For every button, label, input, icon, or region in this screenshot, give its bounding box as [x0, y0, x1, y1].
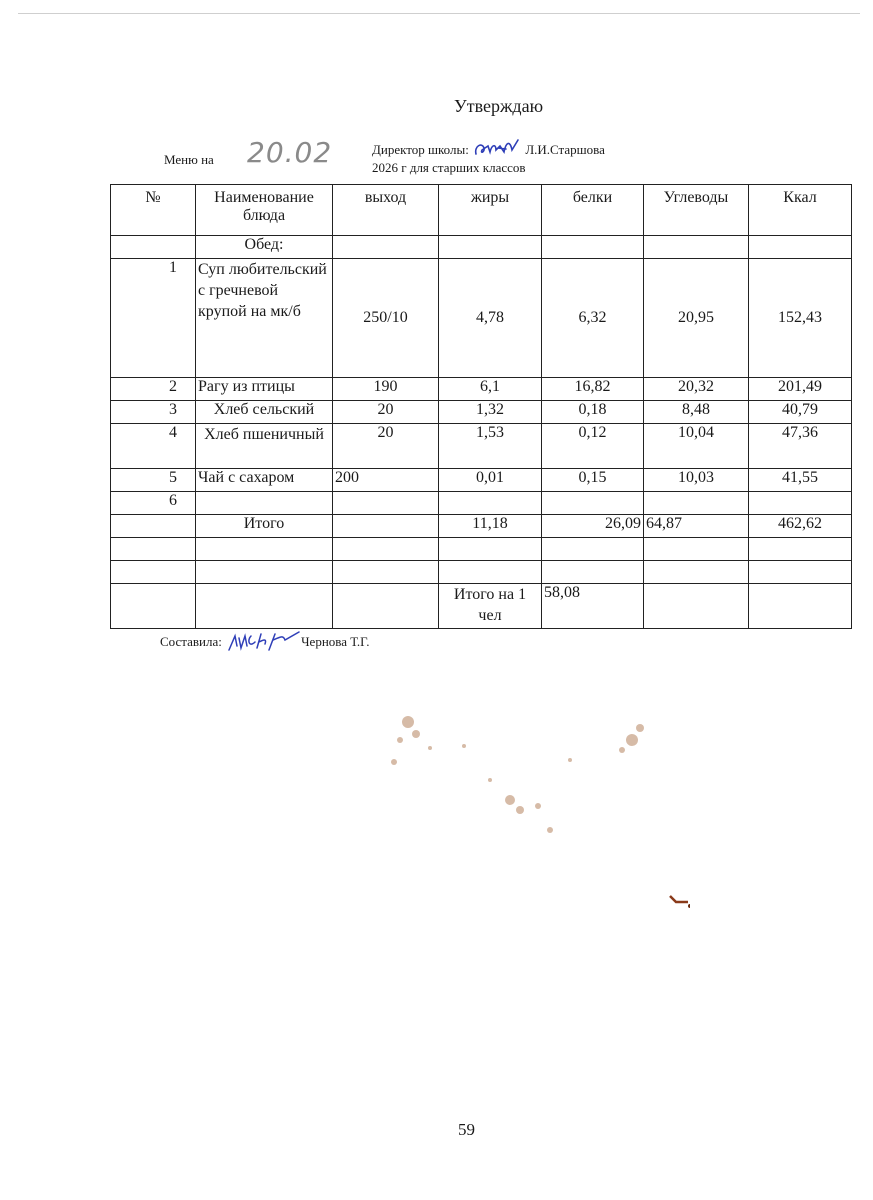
director-label: Директор школы:	[372, 142, 469, 157]
row-name: Суп любительский с гречневой крупой на мк/б	[196, 259, 333, 378]
total-carb: 64,87	[644, 515, 749, 538]
section-label: Обед:	[196, 236, 333, 259]
row-out	[333, 492, 439, 515]
row-num: 6	[111, 492, 196, 515]
table-row	[111, 378, 852, 401]
row-num: 2	[111, 378, 196, 401]
row-carb: 20,95	[644, 259, 749, 378]
col-header-name: Наименование блюда	[196, 185, 333, 236]
col-header-out: выход	[333, 185, 439, 236]
menu-label: Меню на	[164, 152, 214, 167]
per-person-value: 58,08	[542, 584, 644, 629]
menu-date: 20.02	[247, 136, 333, 169]
row-name: Чай с сахаром	[196, 469, 333, 492]
col-header-prot: белки	[542, 185, 644, 236]
row-num: 4	[111, 424, 196, 469]
row-carb: 10,04	[644, 424, 749, 469]
row-prot: 16,82	[542, 378, 644, 401]
col-header-num: №	[111, 185, 196, 236]
page-number: 59	[458, 1120, 475, 1139]
table-header-row	[111, 185, 852, 236]
total-prot: 26,09	[542, 515, 644, 538]
row-kcal: 40,79	[749, 401, 852, 424]
empty-row	[111, 538, 852, 561]
total-kcal: 462,62	[749, 515, 852, 538]
section-row	[111, 236, 852, 259]
composer-block	[160, 630, 369, 654]
row-carb: 10,03	[644, 469, 749, 492]
row-out: 20	[333, 424, 439, 469]
composer-signature	[225, 630, 301, 654]
col-header-fat: жиры	[439, 185, 542, 236]
row-kcal	[749, 492, 852, 515]
col-header-carb: Углеводы	[644, 185, 749, 236]
row-fat: 6,1	[439, 378, 542, 401]
total-row	[111, 515, 852, 538]
row-fat: 0,01	[439, 469, 542, 492]
row-carb: 8,48	[644, 401, 749, 424]
row-kcal: 201,49	[749, 378, 852, 401]
row-kcal: 41,55	[749, 469, 852, 492]
composer-label: Составила:	[160, 634, 222, 649]
director-name: Л.И.Старшова	[525, 142, 605, 157]
row-kcal: 152,43	[749, 259, 852, 378]
table-row	[111, 401, 852, 424]
paper-stain	[370, 700, 690, 920]
row-out: 250/10	[333, 259, 439, 378]
row-name: Рагу из птицы	[196, 378, 333, 401]
per-person-row	[111, 584, 852, 629]
row-num: 3	[111, 401, 196, 424]
table-row	[111, 424, 852, 469]
row-out: 20	[333, 401, 439, 424]
row-carb: 20,32	[644, 378, 749, 401]
col-header-kcal: Ккал	[749, 185, 852, 236]
total-fat: 11,18	[439, 515, 542, 538]
row-out: 190	[333, 378, 439, 401]
row-carb	[644, 492, 749, 515]
director-signature	[472, 138, 522, 160]
row-fat: 1,53	[439, 424, 542, 469]
year-line: 2026 г для старших классов	[372, 160, 526, 175]
approval-heading: Утверждаю	[454, 96, 544, 116]
director-block	[372, 138, 605, 176]
row-prot	[542, 492, 644, 515]
row-name: Хлеб сельский	[196, 401, 333, 424]
row-prot: 0,12	[542, 424, 644, 469]
row-out: 200	[333, 469, 439, 492]
row-num: 1	[111, 259, 196, 378]
row-fat: 1,32	[439, 401, 542, 424]
row-kcal: 47,36	[749, 424, 852, 469]
table-row	[111, 469, 852, 492]
per-person-label: Итого на 1 чел	[439, 584, 542, 629]
row-name	[196, 492, 333, 515]
top-rule	[18, 13, 860, 14]
row-prot: 0,15	[542, 469, 644, 492]
row-name: Хлеб пшеничный	[196, 424, 333, 469]
row-fat: 4,78	[439, 259, 542, 378]
row-fat	[439, 492, 542, 515]
menu-table	[110, 184, 852, 629]
table-row	[111, 259, 852, 378]
empty-row	[111, 561, 852, 584]
row-prot: 6,32	[542, 259, 644, 378]
row-prot: 0,18	[542, 401, 644, 424]
row-num: 5	[111, 469, 196, 492]
composer-name: Чернова Т.Г.	[301, 634, 370, 649]
table-row	[111, 492, 852, 515]
total-label: Итого	[196, 515, 333, 538]
